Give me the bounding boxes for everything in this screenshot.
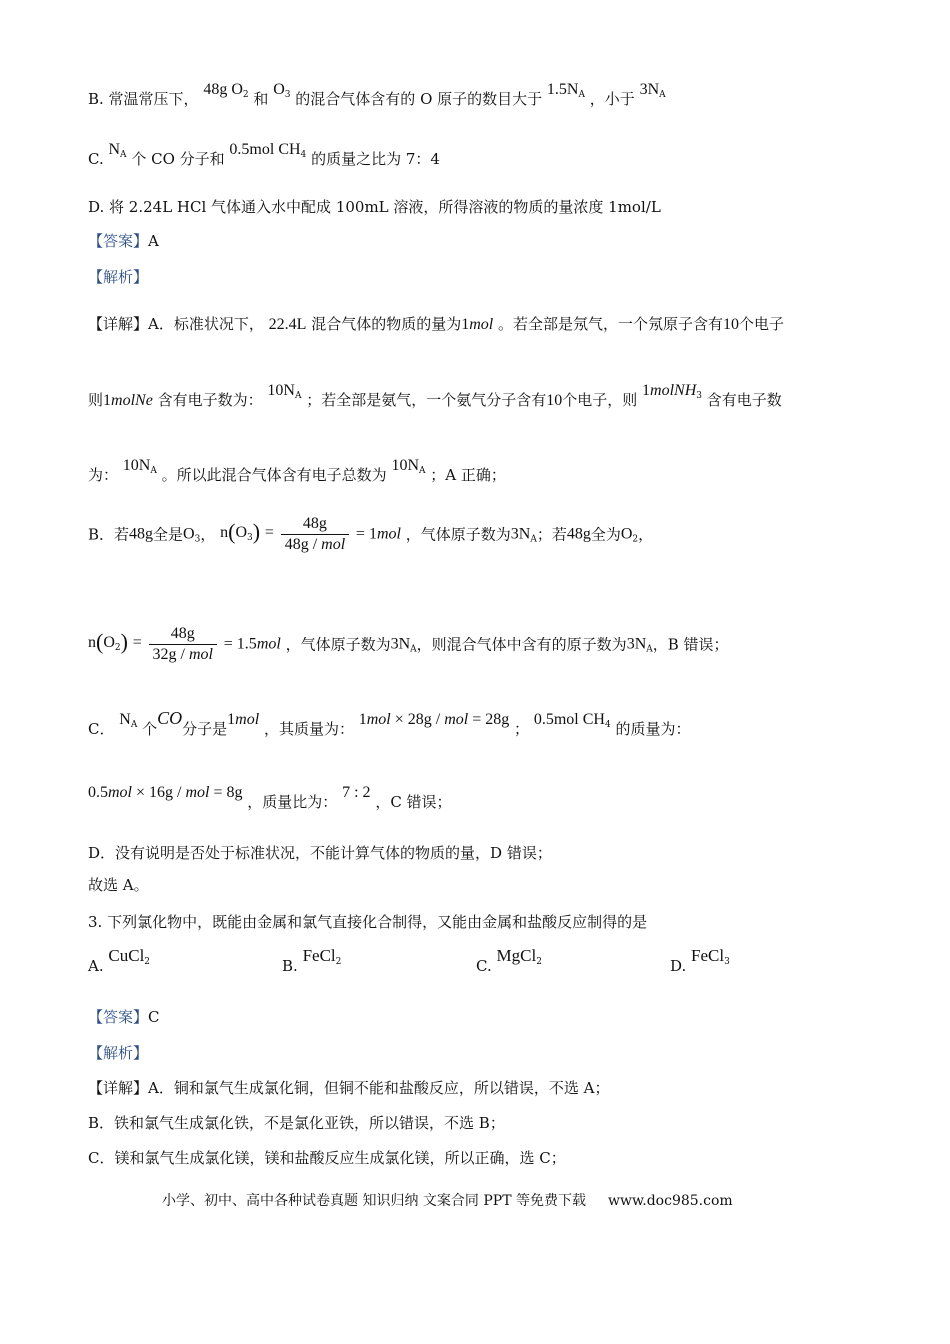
formula: × 28g /	[390, 711, 445, 728]
formula: O	[183, 525, 195, 543]
subscript: A	[530, 534, 537, 545]
formula: 1	[103, 392, 112, 409]
subscript: 2	[242, 90, 249, 100]
formula: 1	[461, 316, 470, 333]
fraction	[281, 514, 349, 555]
formula: O	[103, 633, 115, 651]
formula: 10N	[391, 457, 419, 474]
subscript: 3	[247, 532, 253, 543]
text: B. 常温常压下，	[88, 90, 199, 108]
formula: 10N	[122, 457, 151, 474]
denominator: 32g /	[152, 646, 189, 663]
text: ，C 错误；	[375, 793, 452, 811]
subscript: 2	[632, 534, 639, 545]
text: 。若全部是氖气，一个氖原子含有	[498, 315, 724, 333]
detail-b-line-1	[88, 514, 653, 555]
text: ，气体原子数为	[405, 525, 511, 544]
detail-d-line: D．没有说明是否处于标准状况，不能计算气体的物质的量，D 错误；	[88, 844, 552, 862]
text: 则	[88, 391, 104, 409]
formula: mol	[235, 711, 260, 728]
formula: 3N	[390, 635, 411, 653]
text: 混合气体的物质的量为	[311, 315, 462, 333]
footer-link[interactable]: www.doc985.com	[607, 1193, 733, 1209]
text: ，气体原子数为	[285, 635, 391, 654]
formula: 0.5mol CH	[229, 141, 301, 158]
formula: 7 : 2	[342, 784, 371, 801]
subscript: A	[646, 644, 653, 655]
option-label: C.	[476, 957, 492, 975]
formula: O	[235, 523, 248, 541]
subscript: A	[130, 720, 138, 730]
detail-a-line-3	[88, 457, 506, 492]
text: ，	[638, 525, 654, 544]
subscript: 3	[194, 534, 201, 545]
subscript: A	[578, 90, 585, 100]
text: 的质量之比为 7：4	[311, 150, 440, 168]
option-c-line	[88, 141, 440, 176]
formula: 0.5mol CH	[533, 711, 605, 728]
formula: CuCl	[108, 946, 145, 965]
formula: CO	[157, 708, 183, 728]
subscript: 3	[696, 391, 702, 401]
formula: 10	[723, 316, 740, 333]
q3-detail-b: B．铁和氯气生成氯化铁，不是氯化亚铁，所以错误，不选 B；	[88, 1114, 505, 1132]
text: ；A 正确；	[430, 466, 506, 484]
formula: MgCl	[496, 946, 537, 965]
subscript: A	[120, 150, 127, 160]
text: 个电子，则	[562, 391, 638, 409]
formula: mol	[376, 525, 401, 543]
detail-tag: 【详解】	[88, 1079, 149, 1097]
q3-option-b	[282, 946, 342, 977]
formula: mol	[185, 784, 210, 801]
formula: n	[88, 633, 96, 651]
subscript: A	[419, 466, 426, 476]
formula: =	[264, 523, 274, 541]
detail-c-line-1	[88, 708, 691, 746]
formula: mol	[444, 711, 469, 728]
subscript: 4	[300, 150, 307, 160]
numerator: 48g	[149, 624, 217, 645]
subscript: A	[294, 391, 302, 401]
formula: 10N	[267, 382, 295, 399]
text: ，小于	[589, 90, 635, 108]
footer-text: 小学、初中、高中各种试卷真题 知识归纳 文案合同 PPT 等免费下载	[162, 1193, 586, 1209]
formula: mol	[256, 635, 281, 653]
text: 和	[253, 90, 269, 108]
option-label: A.	[88, 957, 104, 975]
formula: N	[119, 711, 131, 728]
text: ，	[200, 525, 216, 544]
text: ，B 错误；	[652, 635, 729, 654]
text: C.	[88, 150, 109, 168]
conclusion-line: 故选 A。	[88, 876, 149, 894]
formula: 48g	[566, 525, 591, 543]
text: 的质量为：	[615, 720, 691, 738]
analysis-label: 【解析】	[88, 268, 149, 286]
subscript: 3	[284, 90, 291, 100]
formula: 22.4L	[268, 316, 307, 333]
answer-value: C	[148, 1008, 160, 1026]
page-footer	[162, 1190, 733, 1210]
answer-tag: 【答案】	[88, 1008, 149, 1026]
text: C．	[88, 720, 115, 738]
formula: 1.5N	[546, 81, 579, 98]
option-label: B.	[282, 957, 298, 975]
text: ，质量比为：	[247, 793, 338, 811]
numerator: 48g	[281, 514, 349, 535]
question-3-stem: 3. 下列氯化物中，既能由金属和氯气直接化合制得，又能由金属和盐酸反应制得的是	[88, 913, 648, 931]
option-label: D.	[670, 957, 687, 975]
text: ；若	[536, 525, 567, 544]
q3-option-a	[88, 946, 151, 977]
subscript: A	[150, 466, 157, 476]
formula: O	[273, 81, 285, 98]
analysis-label: 【解析】	[88, 1044, 149, 1062]
subscript: A	[410, 644, 417, 655]
formula: 1	[227, 711, 236, 728]
detail-a-line-2	[88, 382, 782, 417]
subscript: 4	[604, 720, 611, 730]
formula: N	[108, 141, 121, 158]
fraction	[149, 624, 217, 665]
equation-n-o2: $n(O_2)$ =	[88, 628, 142, 654]
formula: O	[620, 525, 633, 543]
formula: = 8g	[209, 784, 243, 801]
text: ；若全部是氨气，一个氨气分子含有	[306, 391, 547, 409]
detail-b-line-2	[88, 624, 729, 665]
formula: mol	[366, 711, 391, 728]
formula: 3N	[626, 635, 647, 653]
option-d-line: D. 将 2.24L HCl 气体通入水中配成 100mL 溶液，所得溶液的物质的量浓度 1mol/L	[88, 198, 661, 216]
formula: mol	[108, 784, 132, 801]
formula: 1	[642, 382, 651, 399]
text: 个电子	[739, 315, 785, 333]
denominator: 48g /	[284, 536, 322, 553]
text: A．铜和氯气生成氯化铜，但铜不能和盐酸反应，所以错误，不选 A；	[148, 1079, 610, 1097]
formula: 0.5	[88, 784, 108, 801]
text: 个	[142, 720, 158, 738]
text: B．若	[88, 525, 130, 544]
formula: = 1	[355, 525, 377, 543]
analysis-tag	[88, 266, 148, 288]
formula: = 1.5	[223, 635, 257, 653]
formula: =	[132, 633, 142, 651]
formula: mol	[469, 316, 494, 333]
subscript: 3	[724, 957, 730, 967]
q3-answer-line	[88, 1006, 160, 1028]
text: 的混合气体含有的 O 原子的数目大于	[295, 90, 543, 108]
q3-analysis-tag	[88, 1042, 148, 1064]
formula: molNH	[650, 382, 697, 399]
q3-option-c	[476, 946, 542, 977]
q3-detail-c: C．镁和氯气生成氯化镁，镁和盐酸反应生成氯化镁，所以正确，选 C；	[88, 1149, 566, 1167]
text: ，则混合气体中含有的原子数为	[416, 635, 627, 654]
q3-detail-a	[88, 1077, 609, 1099]
q3-option-d	[670, 946, 730, 977]
text: 分子是	[182, 720, 228, 738]
formula: FeCl	[691, 946, 725, 965]
answer-tag: 【答案】	[88, 232, 149, 250]
text: ，其质量为：	[263, 720, 354, 738]
text: A．标准状况下，	[148, 315, 264, 333]
formula: molNe	[111, 392, 153, 409]
detail-tag: 【详解】	[88, 315, 149, 333]
subscript: 2	[114, 642, 121, 653]
subscript: 2	[536, 957, 542, 967]
formula: 48g	[129, 525, 154, 543]
detail-c-line-2	[88, 784, 452, 814]
subscript: 2	[335, 957, 342, 967]
denominator-unit: mol	[189, 646, 213, 663]
formula: = 28g	[468, 711, 510, 728]
denominator-unit: mol	[321, 536, 346, 553]
equation-n-o3: $n(O_3)$ =	[220, 518, 274, 544]
formula: 3N	[510, 525, 531, 543]
text: 个 CO 分子和	[131, 150, 225, 168]
detail-a-line-1	[88, 313, 784, 336]
subscript: A	[659, 90, 666, 100]
text: 全为	[590, 525, 621, 544]
text: ；	[514, 720, 530, 738]
option-b-line	[88, 81, 666, 116]
formula: 1	[358, 711, 367, 728]
text: 为：	[88, 466, 119, 484]
formula: × 16g /	[132, 784, 186, 801]
answer-line	[88, 230, 159, 252]
subscript: 2	[144, 957, 151, 967]
text: 含有电子数为：	[157, 391, 263, 409]
formula: 48g O	[203, 81, 243, 98]
text: 含有电子数	[706, 391, 782, 409]
formula: FeCl	[302, 946, 336, 965]
answer-value: A	[148, 232, 159, 250]
formula: 10	[546, 392, 563, 409]
text: 全是	[153, 525, 184, 544]
formula: n	[220, 523, 229, 541]
text: 。所以此混合气体含有电子总数为	[161, 466, 387, 484]
formula: 3N	[639, 81, 660, 98]
